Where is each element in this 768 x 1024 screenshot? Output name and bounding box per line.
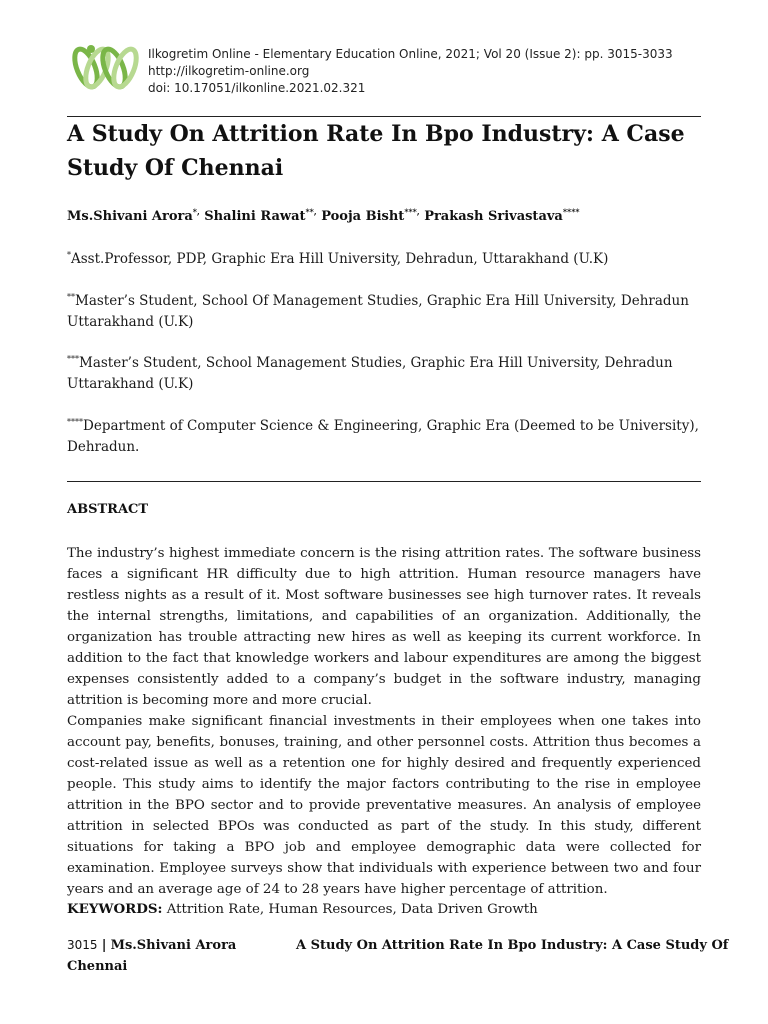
abstract-heading: ABSTRACT bbox=[67, 502, 149, 517]
affiliation bbox=[67, 291, 701, 333]
author-name: Ms.Shivani Arora bbox=[67, 209, 193, 224]
abstract-body bbox=[67, 543, 701, 900]
section-divider bbox=[67, 481, 701, 482]
abstract-paragraph: The industry’s highest immediate concern is the rising attrition rates. The software business faces a significant HR difficulty due to high attrition. Human resource managers have restless nights as a result of it. Most software businesses see high turnover rates. It reveals the internal strengths, limitations, and capabilities of an organization. Additionally, the organization has trouble attracting new hires as well as keeping its current workforce. In addition to the fact that knowledge workers and labour expenditures are among the biggest expenses consistently added to a company’s budget in the software industry, managing attrition is becoming more and more crucial. bbox=[67, 546, 701, 708]
affiliation-mark: ** bbox=[67, 292, 75, 302]
journal-url[interactable]: http://ilkogretim-online.org bbox=[148, 64, 310, 78]
affiliation-line: Master’s Student, School Management Studies, Graphic Era Hill University, Dehradun bbox=[79, 355, 673, 371]
footer-separator: | bbox=[101, 938, 107, 953]
paper-title-line-1: A Study On Attrition Rate In Bpo Industry: A Case bbox=[67, 121, 685, 147]
author-name: Pooja Bisht bbox=[321, 209, 405, 224]
affiliation-mark: * bbox=[67, 250, 71, 260]
author-mark: **** bbox=[562, 206, 580, 217]
keywords-label: KEYWORDS: bbox=[67, 901, 163, 917]
paper-title-line-2: Study Of Chennai bbox=[67, 155, 284, 181]
journal-doi[interactable]: doi: 10.17051/ilkonline.2021.02.321 bbox=[148, 81, 366, 95]
keywords-text: Attrition Rate, Human Resources, Data Driven Growth bbox=[166, 902, 538, 917]
affiliation-line: Asst.Professor, PDP, Graphic Era Hill University, Dehradun, Uttarakhand (U.K) bbox=[71, 251, 609, 267]
journal-header bbox=[70, 40, 710, 100]
footer-title-continuation: Chennai bbox=[67, 959, 128, 974]
journal-citation bbox=[148, 46, 673, 97]
affiliation-mark: **** bbox=[67, 417, 83, 427]
journal-logo-icon bbox=[70, 42, 140, 92]
abstract-paragraph: Companies make significant financial investments in their employees when one takes into account pay, benefits, bonuses, training, and other personnel costs. Attrition thus becomes a cost-related issue as well as a retention one for highly desired and frequently experienced people. This study aims to identify the major factors contributing to the rise in employee attrition in the BPO sector and to provide preventative measures. An analysis of employee attrition in selected BPOs was conducted as part of the study. In this study, different situations for taking a BPO job and employee demographic data were collected for examination. Employee surveys show that individuals with experience between two and four years and an average age of 24 to 28 years have higher percentage of attrition. bbox=[67, 714, 701, 897]
author-name: Prakash Srivastava bbox=[424, 209, 563, 224]
affiliation-line: Dehradun. bbox=[67, 439, 140, 455]
affiliation bbox=[67, 249, 701, 270]
author-mark: ***, bbox=[404, 206, 420, 217]
author-name: Shalini Rawat bbox=[204, 209, 306, 224]
author-mark: **, bbox=[305, 206, 317, 217]
running-title: A Study On Attrition Rate In Bpo Industry: A Case Study Of bbox=[296, 938, 729, 953]
affiliation-line: Uttarakhand (U.K) bbox=[67, 314, 194, 330]
affiliation-line: Master’s Student, School Of Management Studies, Graphic Era Hill University, Dehradun bbox=[75, 293, 689, 309]
author-list bbox=[67, 207, 701, 227]
journal-name-line: Ilkogretim Online - Elementary Education Online, 2021; Vol 20 (Issue 2): pp. 3015-3033 bbox=[148, 47, 673, 61]
keywords bbox=[67, 899, 701, 920]
paper-title bbox=[67, 117, 701, 185]
footer-author: Ms.Shivani Arora bbox=[110, 938, 237, 953]
affiliation bbox=[67, 353, 701, 395]
affiliation bbox=[67, 416, 701, 458]
page-footer bbox=[67, 935, 729, 979]
page-number: 3015 bbox=[67, 938, 98, 952]
affiliation-mark: *** bbox=[67, 354, 79, 364]
affiliation-line: Department of Computer Science & Engineering, Graphic Era (Deemed to be University), bbox=[83, 418, 699, 434]
affiliation-line: Uttarakhand (U.K) bbox=[67, 376, 194, 392]
author-mark: *, bbox=[192, 206, 200, 217]
